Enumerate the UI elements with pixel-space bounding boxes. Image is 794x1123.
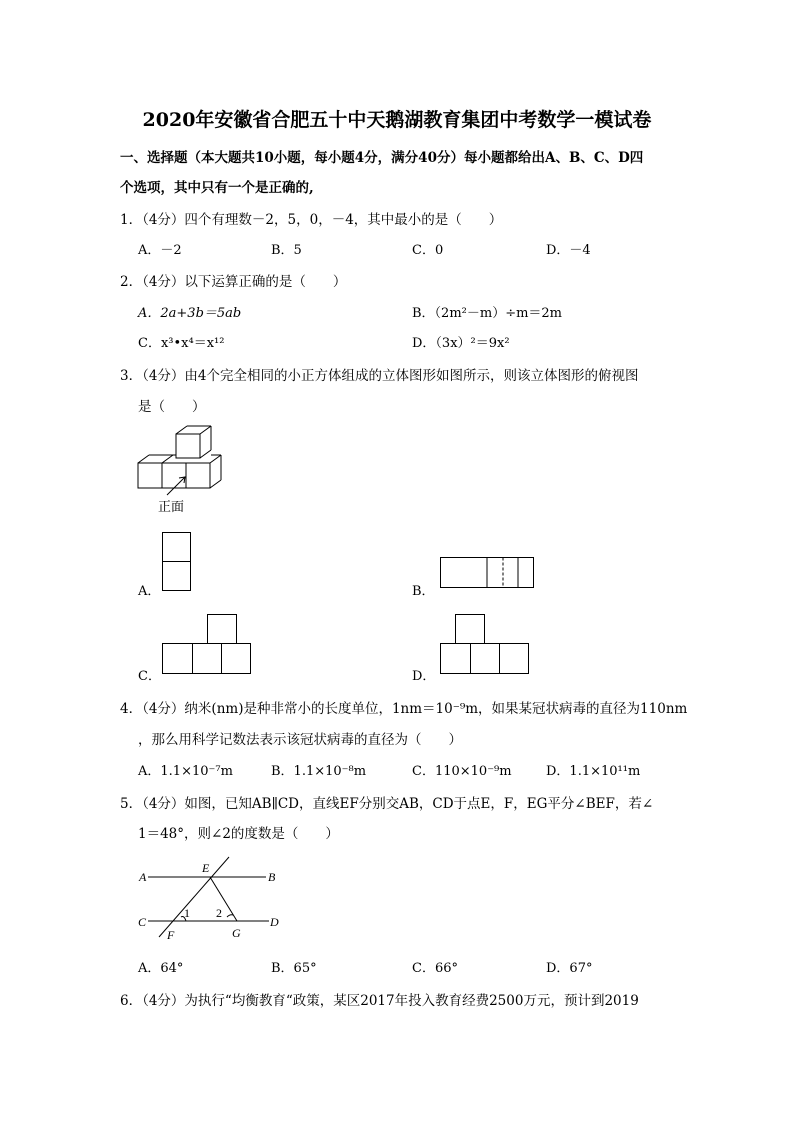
- q5-option-d: D．67°: [546, 961, 593, 976]
- q2-stem: 2．（4分）以下运算正确的是（ ）: [120, 274, 347, 290]
- q5-label-a: A: [139, 870, 147, 884]
- exam-title: 2020年安徽省合肥五十中天鹅湖教育集团中考数学一模试卷: [142, 109, 652, 131]
- q5-label-g: G: [232, 926, 241, 940]
- q2-option-d: D．（3x）²＝9x²: [412, 336, 510, 351]
- q3-stem-line2: 是（ ）: [138, 399, 206, 415]
- q5-label-f: F: [167, 928, 175, 942]
- q3-stem-line1: 3．（4分）由4个完全相同的小正方体组成的立体图形如图所示，则该立体图形的俯视图: [120, 368, 639, 384]
- q3-option-d: D．: [412, 669, 436, 684]
- section-heading-line2: 个选项，其中只有一个是正确的,: [120, 180, 314, 196]
- q3-option-c: C．: [138, 669, 161, 684]
- q4-option-d: D．1.1×10¹¹m: [546, 764, 641, 779]
- q3-option-a: A．: [138, 584, 161, 599]
- q3-front-label: 正面: [158, 500, 185, 515]
- q3-option-a-figure: [162, 532, 192, 594]
- q3-option-b: B．: [412, 584, 435, 599]
- q4-option-b: B．1.1×10⁻⁸m: [271, 764, 367, 779]
- q4-stem-line1: 4．（4分）纳米(nm)是种非常小的长度单位，1nm＝10⁻⁹m，如果某冠状病毒的直径为110nm: [120, 701, 688, 717]
- q2-option-a: A．2a+3b＝5ab: [138, 306, 242, 321]
- q5-option-b: B．65°: [271, 961, 317, 976]
- q1-option-a: A．－2: [138, 243, 182, 258]
- q6-stem-line1: 6．（4分）为执行“均衡教育“政策，某区2017年投入教育经费2500万元，预计到2019: [120, 993, 639, 1009]
- q3-option-b-figure: [440, 557, 536, 589]
- q5-option-a: A．64°: [138, 961, 184, 976]
- q5-stem-line2: 1＝48°，则∠2的度数是（ ）: [138, 826, 339, 842]
- q1-option-c: C．0: [412, 243, 444, 258]
- q4-option-a: A．1.1×10⁻⁷m: [138, 764, 233, 779]
- q5-label-1: 1: [184, 906, 190, 920]
- q5-label-e: E: [202, 861, 210, 875]
- q4-option-c: C．110×10⁻⁹m: [412, 764, 512, 779]
- q3-option-c-figure: [162, 614, 254, 676]
- q1-option-b: B．5: [271, 243, 302, 258]
- q5-parallel-lines-figure: [136, 855, 286, 945]
- q4-stem-line2: ，那么用科学记数法表示该冠状病毒的直径为（ ）: [138, 732, 462, 748]
- q2-option-c: C．x³•x⁴＝x¹²: [138, 336, 225, 351]
- q5-option-c: C．66°: [412, 961, 458, 976]
- q5-label-2: 2: [216, 906, 222, 920]
- q5-label-c: C: [138, 915, 147, 929]
- q5-label-b: B: [268, 870, 276, 884]
- q3-option-d-figure: [440, 614, 532, 676]
- q1-option-d: D．－4: [546, 243, 591, 258]
- section-heading-line1: 一、选择题（本大题共10小题，每小题4分，满分40分）每小题都给出A、B、C、D四: [120, 150, 644, 166]
- q1-stem: 1．（4分）四个有理数－2，5，0，－4，其中最小的是（ ）: [120, 212, 503, 228]
- q5-stem-line1: 5．（4分）如图，已知AB∥CD，直线EF分别交AB，CD于点E，F，EG平分∠BEF，若∠: [120, 796, 654, 812]
- q2-option-b: B．（2m²－m）÷m＝2m: [412, 306, 563, 321]
- q5-label-d: D: [270, 915, 279, 929]
